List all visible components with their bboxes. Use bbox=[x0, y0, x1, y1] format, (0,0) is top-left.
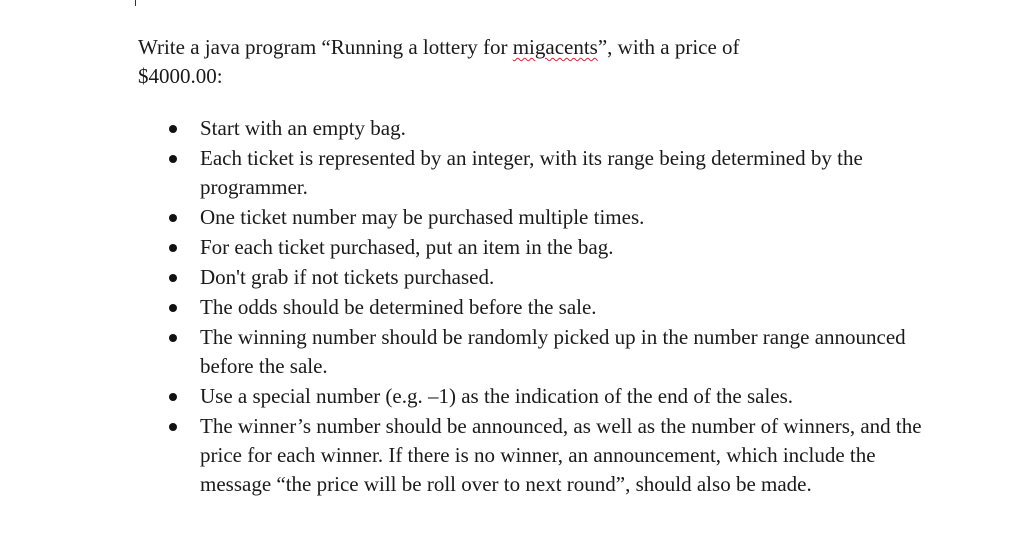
text-cursor bbox=[135, 0, 136, 6]
list-item-text: Start with an empty bag. bbox=[200, 116, 406, 140]
bullet-icon bbox=[169, 125, 177, 133]
list-item-text: The winning number should be randomly picked up in the number range announced before the sale. bbox=[200, 325, 906, 378]
bullet-icon bbox=[169, 244, 177, 252]
bullet-icon bbox=[169, 304, 177, 312]
bullet-icon bbox=[169, 393, 177, 401]
bullet-icon bbox=[169, 214, 177, 222]
bullet-icon bbox=[169, 334, 177, 342]
list-item-text: For each ticket purchased, put an item in the bag. bbox=[200, 235, 614, 259]
list-item-text: Use a special number (e.g. –1) as the indication of the end of the sales. bbox=[200, 384, 794, 408]
list-item bbox=[168, 293, 928, 322]
list-item bbox=[168, 263, 928, 292]
list-item bbox=[168, 233, 928, 262]
requirements-list bbox=[168, 114, 928, 500]
list-item bbox=[168, 144, 928, 202]
list-item bbox=[168, 323, 928, 381]
intro-text-end: ”, with a price of bbox=[597, 35, 740, 59]
list-item bbox=[168, 382, 928, 411]
list-item-text: The winner’s number should be announced, as well as the number of winners, and the price for each winner. If there is no winner, an announcement, which include the message “the price will be roll over to next round”, should also be made. bbox=[200, 414, 922, 496]
list-item bbox=[168, 114, 928, 143]
intro-price: $4000.00: bbox=[138, 64, 223, 88]
list-item-text: Each ticket is represented by an integer, with its range being determined by the programmer. bbox=[200, 146, 863, 199]
list-item bbox=[168, 203, 928, 232]
list-item-text: Don't grab if not tickets purchased. bbox=[200, 265, 495, 289]
bullet-icon bbox=[169, 274, 177, 282]
bullet-icon bbox=[169, 155, 177, 163]
misspelled-word[interactable]: migacents bbox=[512, 35, 598, 59]
intro-paragraph bbox=[138, 33, 898, 91]
list-item-text: One ticket number may be purchased multiple times. bbox=[200, 205, 645, 229]
list-item bbox=[168, 412, 928, 499]
intro-text-start: Write a java program “Running a lottery for bbox=[138, 35, 513, 59]
list-item-text: The odds should be determined before the sale. bbox=[200, 295, 597, 319]
bullet-icon bbox=[169, 423, 177, 431]
